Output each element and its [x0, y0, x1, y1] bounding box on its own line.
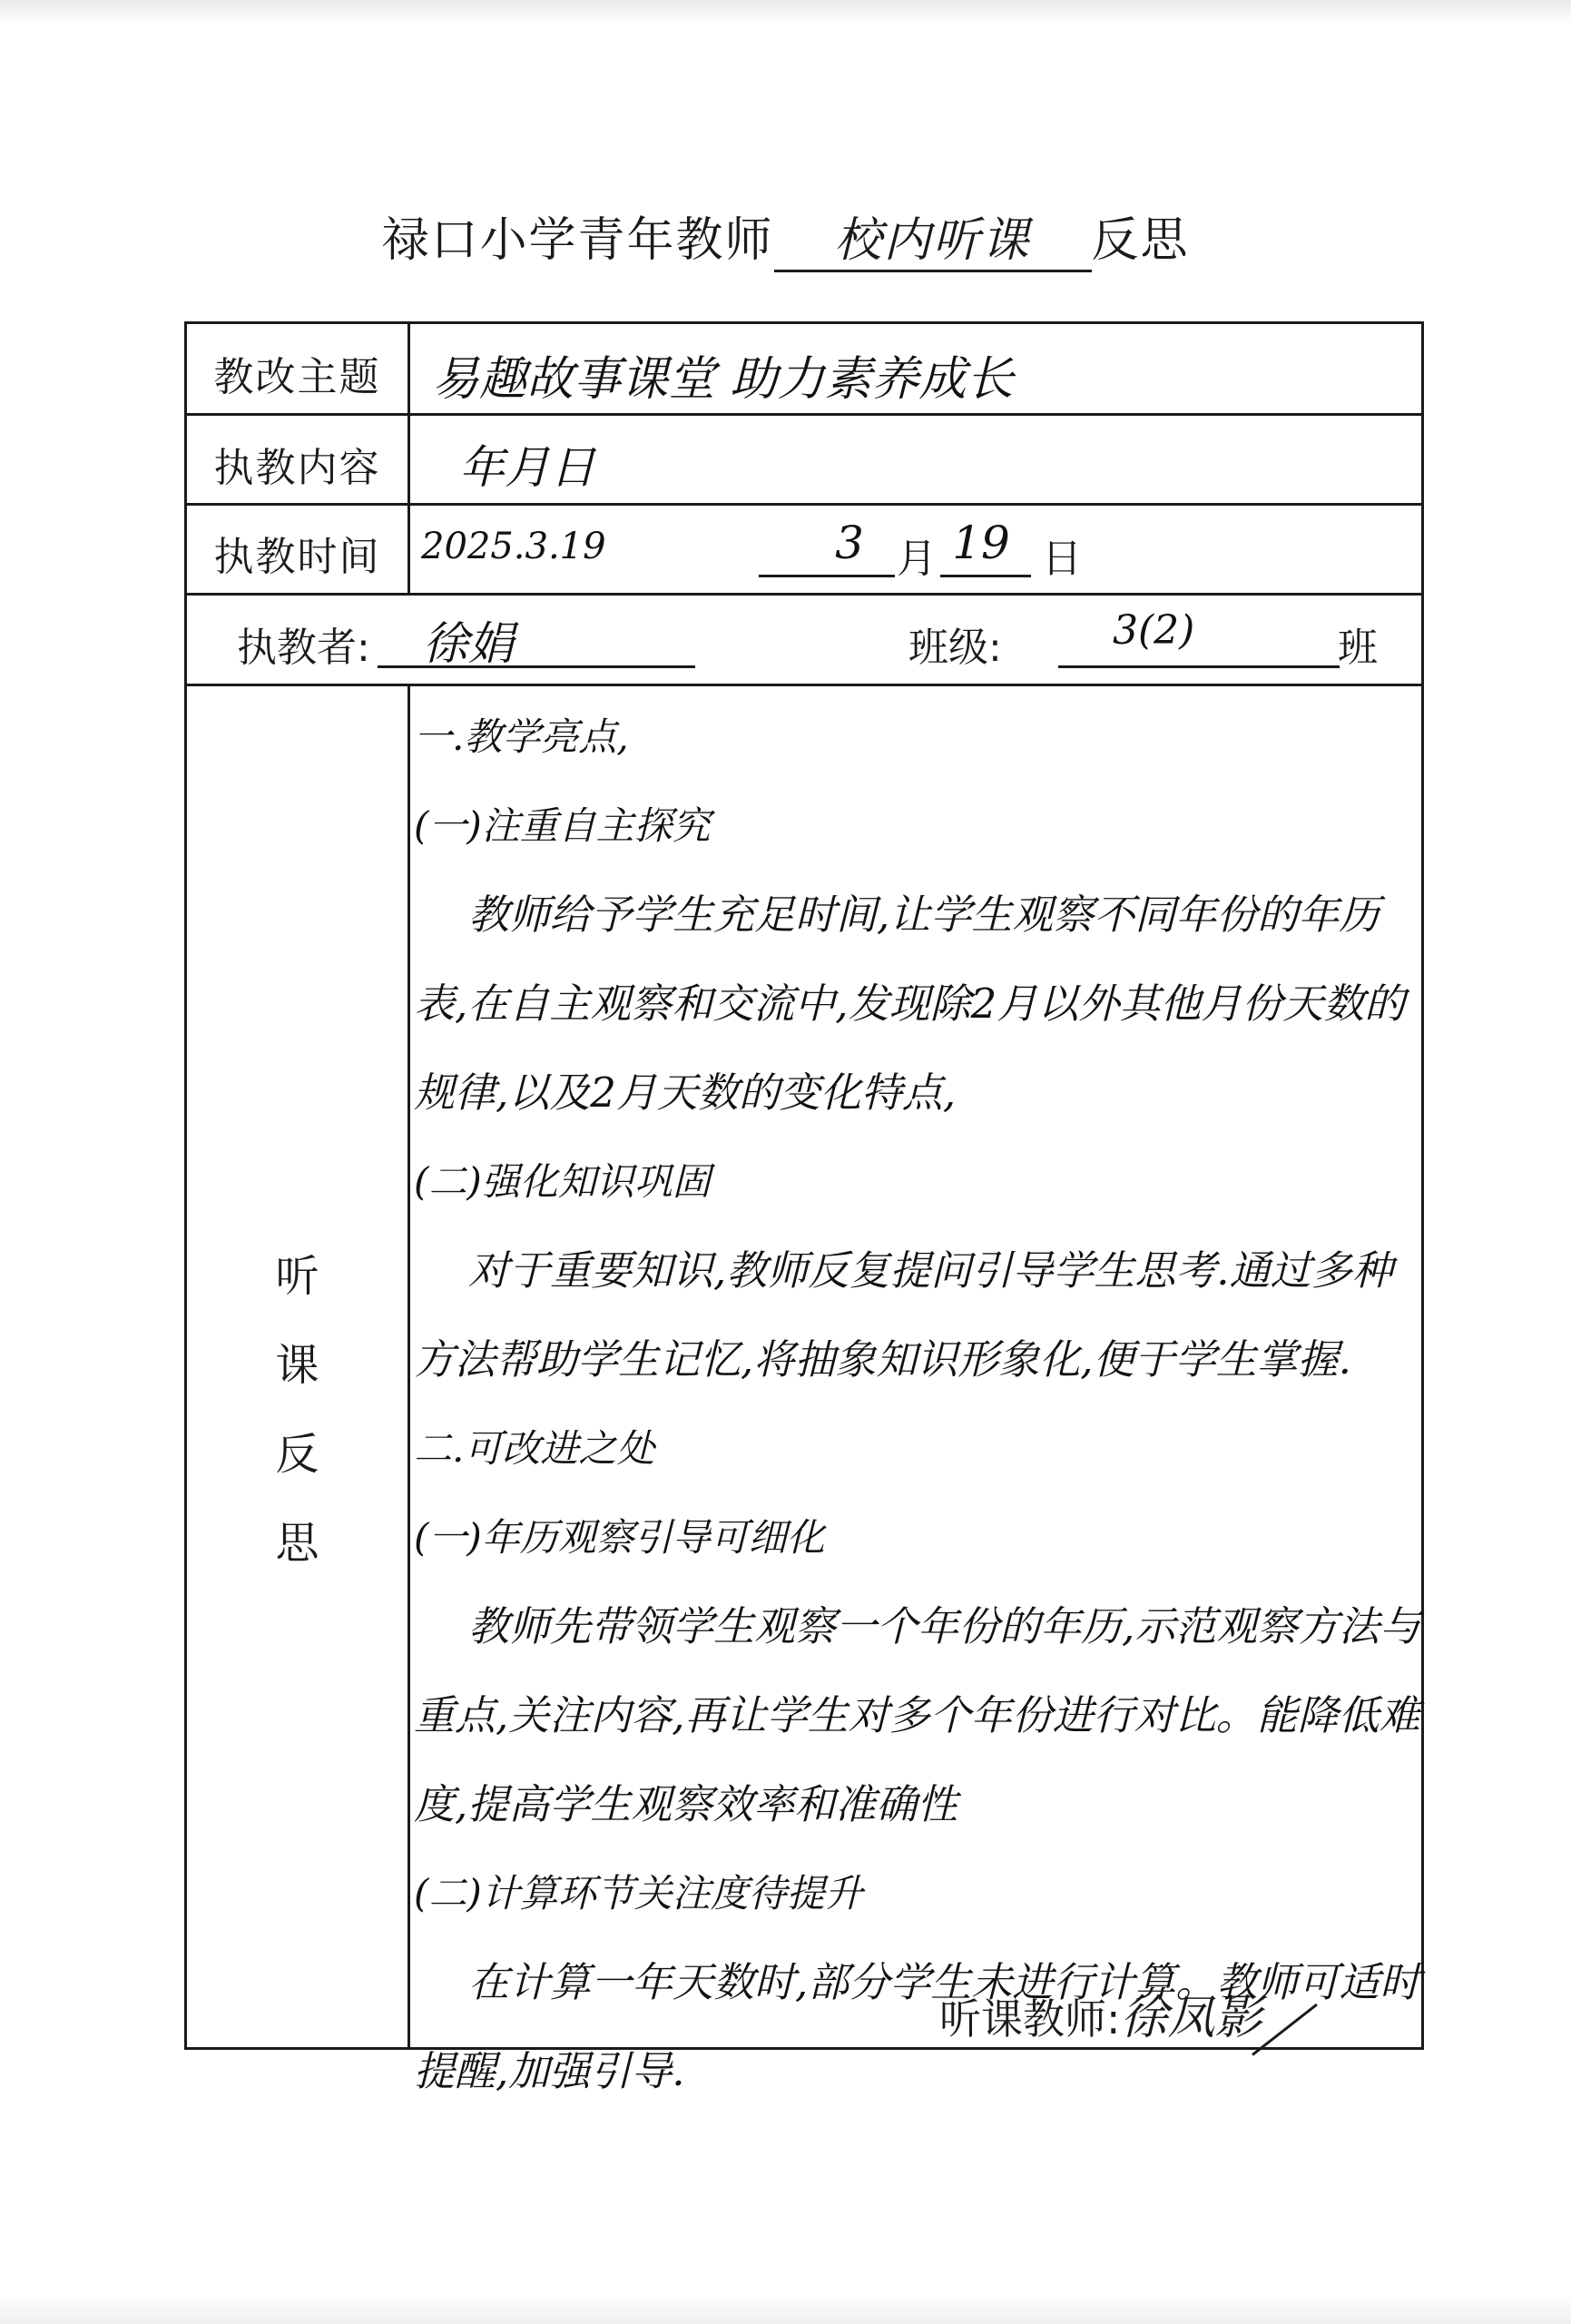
day-value: 19	[952, 517, 1010, 569]
paragraph: 对于重要知识,教师反复提问引导学生思考.通过多种方法帮助学生记忆,将抽象知识形象化,便于学生掌握.	[414, 1246, 1393, 1384]
row-divider	[187, 684, 1421, 686]
row-divider	[187, 503, 1421, 506]
column-divider-top	[407, 324, 410, 593]
class-unit: 班	[1338, 625, 1378, 671]
signature-label: 听课教师:	[939, 1994, 1121, 2043]
day-unit: 日	[1042, 536, 1082, 582]
sub-heading: (一)年历观察引导可细化	[414, 1515, 825, 1560]
content-label: 执教内容	[213, 445, 381, 491]
sub-heading: (一)注重自主探究	[414, 803, 711, 848]
reflection-body	[414, 693, 1421, 2116]
title-handwritten-blank: 校内听课	[774, 202, 1092, 272]
paragraph: 教师先带领学生观察一个年份的年历,示范观察方法与重点,关注内容,再让学生对多个年份进行对比。能降低难度,提高学生观察效率和准确性	[414, 1602, 1421, 1828]
title-suffix: 反思	[1091, 213, 1190, 268]
section-heading: 二.可改进之处	[414, 1426, 655, 1471]
side-char: 反	[275, 1429, 319, 1480]
row-divider	[187, 413, 1421, 416]
month-value: 3	[835, 517, 864, 569]
section-heading: 一.教学亮点,	[414, 714, 629, 759]
paragraph: 教师给予学生充足时间,让学生观察不同年份的年历表,在自主观察和交流中,发现除2月以外其他月份天数的规律,以及2月天数的变化特点,	[414, 891, 1406, 1117]
reflection-side-label	[187, 1232, 407, 1588]
theme-label: 教改主题	[213, 354, 381, 400]
class-label: 班级:	[908, 625, 1002, 671]
side-char: 课	[275, 1340, 319, 1391]
row-divider	[187, 593, 1421, 596]
time-value: 2025.3.19	[421, 526, 606, 567]
side-char: 思	[275, 1518, 319, 1569]
content-value: 年月日	[459, 441, 595, 494]
paragraph: 在计算一年天数时,部分学生未进行计算。教师可适时提醒,加强引导.	[414, 1958, 1421, 2095]
scan-top-edge	[0, 0, 1571, 24]
teacher-value: 徐娟	[423, 617, 514, 670]
month-underline	[759, 575, 895, 577]
class-value: 3(2)	[1113, 607, 1195, 654]
reflection-form	[184, 321, 1424, 2095]
sub-heading: (二)强化知识巩固	[414, 1159, 711, 1204]
signature-name: 徐凤影	[1121, 1979, 1339, 2050]
theme-value: 易趣故事课堂 助力素养成长	[432, 352, 1014, 407]
time-label: 执教时间	[213, 534, 381, 580]
column-divider-bottom	[407, 684, 410, 2047]
month-unit: 月	[897, 536, 937, 582]
page-title	[0, 202, 1571, 272]
side-char: 听	[275, 1251, 319, 1302]
scan-bottom-edge	[0, 2295, 1571, 2324]
teacher-label: 执教者:	[237, 625, 370, 671]
title-prefix: 禄口小学青年教师	[381, 213, 774, 268]
sub-heading: (二)计算环节关注度待提升	[414, 1871, 863, 1915]
class-underline	[1058, 665, 1340, 668]
teacher-underline	[378, 665, 695, 668]
day-underline	[940, 575, 1031, 577]
signature-block	[939, 1979, 1339, 2050]
